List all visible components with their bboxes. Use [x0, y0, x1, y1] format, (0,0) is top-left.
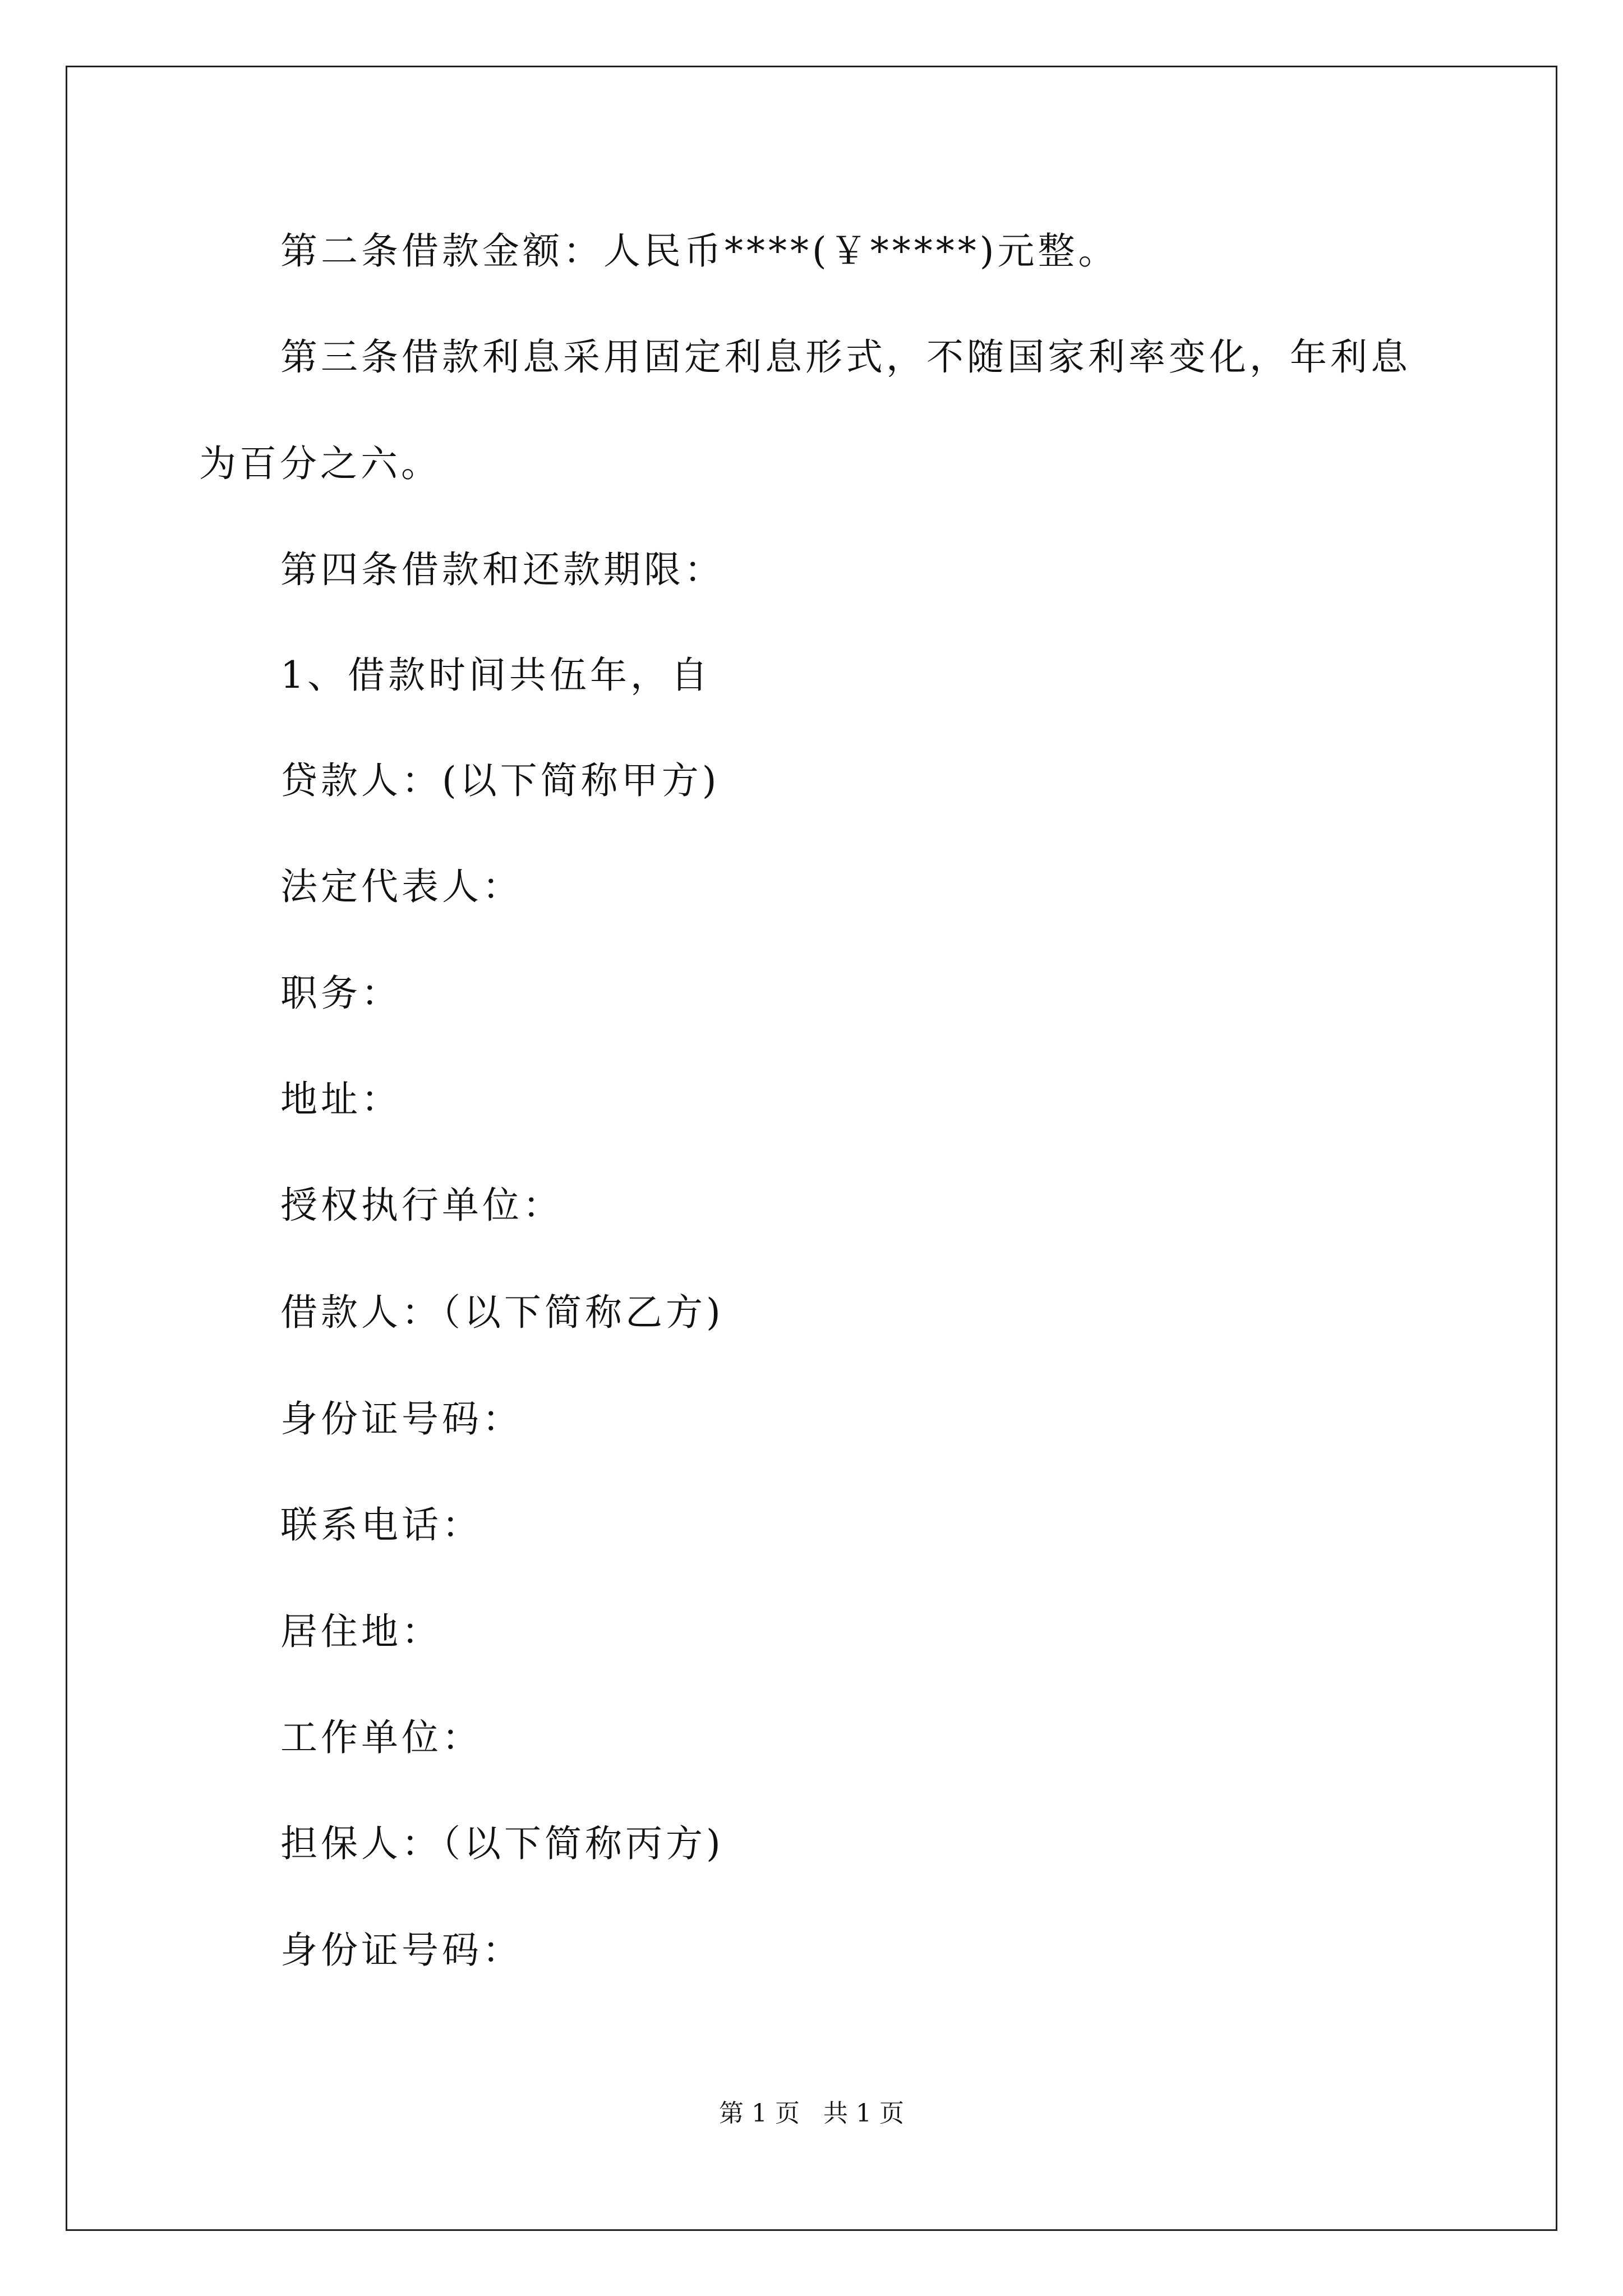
clause-3-interest-continued: 为百分之六。 — [199, 442, 441, 485]
page-border — [66, 66, 1557, 2231]
borrower-id-number-label: 身份证号码： — [280, 1397, 523, 1441]
clause-4-term: 第四条借款和还款期限： — [280, 548, 725, 591]
guarantor-label: 担保人：（以下简称丙方) — [280, 1822, 724, 1865]
page-footer: 第 1 页 共 1 页 — [719, 2099, 904, 2128]
clause-2-amount: 第二条借款金额：人民币****(￥*****)元整。 — [280, 229, 1119, 273]
clause-4-item-1: 1、借款时间共伍年，自 — [280, 654, 711, 697]
contact-phone-label: 联系电话： — [280, 1503, 482, 1547]
authorized-unit-label: 授权执行单位： — [280, 1184, 563, 1227]
residence-label: 居住地： — [280, 1610, 442, 1653]
position-label: 职务： — [280, 972, 402, 1015]
clause-3-interest: 第三条借款利息采用固定利息形式，不随国家利率变化，年利息 — [280, 335, 1411, 379]
legal-representative-label: 法定代表人： — [280, 865, 523, 908]
address-label: 地址： — [280, 1078, 402, 1121]
borrower-label: 借款人：（以下简称乙方) — [280, 1291, 724, 1334]
guarantor-id-number-label: 身份证号码： — [280, 1929, 523, 1972]
work-unit-label: 工作单位： — [280, 1716, 482, 1759]
lender-label: 贷款人：(以下简称甲方) — [280, 759, 720, 802]
